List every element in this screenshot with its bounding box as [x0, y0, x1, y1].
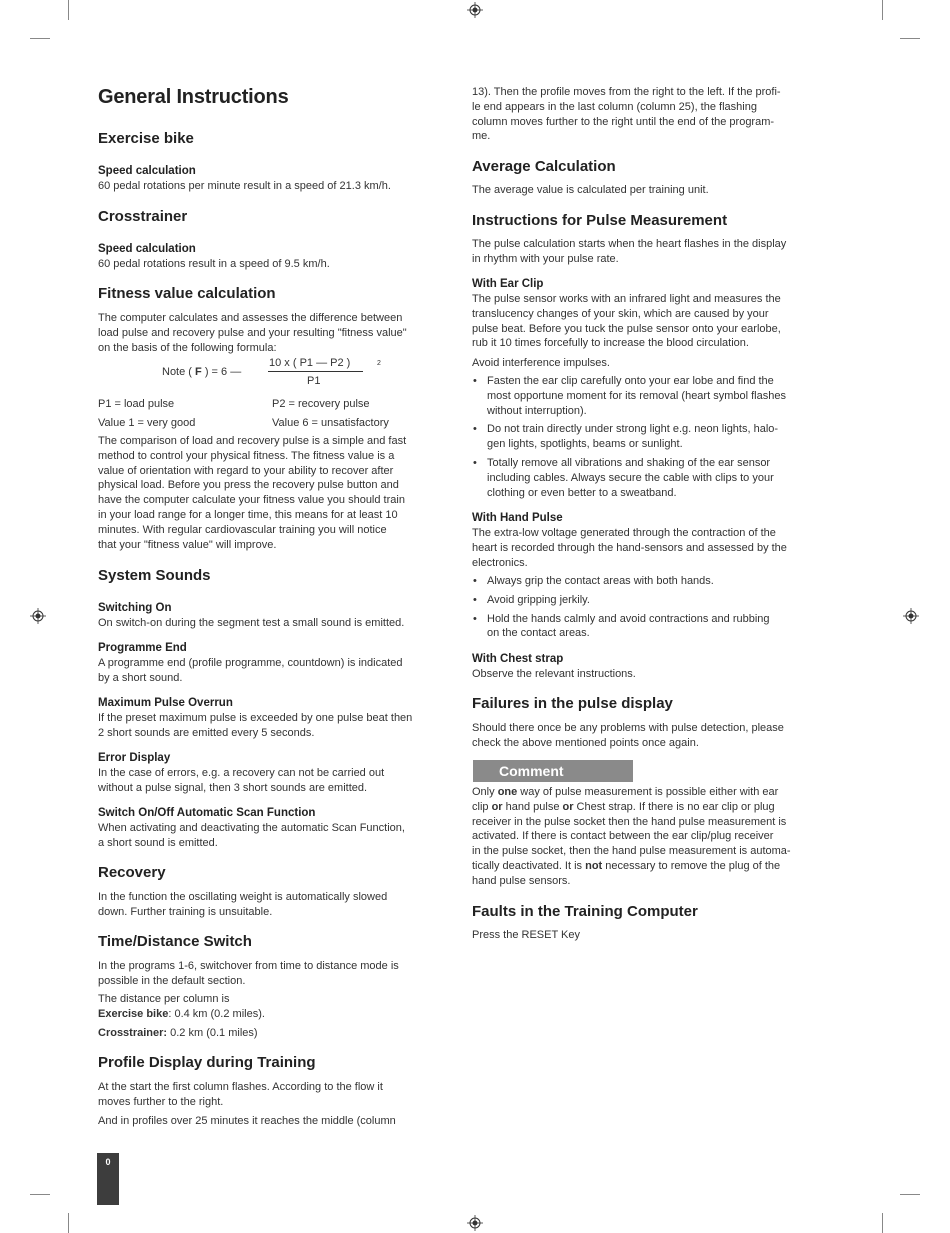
paragraph [472, 721, 832, 751]
heading-fitness-value: Fitness value calculation [98, 285, 276, 302]
heading-faults: Faults in the Training Computer [472, 903, 698, 920]
text-run: way of pulse measurement is possible either with ear [517, 786, 779, 798]
label: Exercise bike [98, 1008, 169, 1020]
emphasis: or [491, 800, 503, 813]
emphasis: not [585, 859, 603, 872]
text-line: including cables. Always secure the cable with clips to your [487, 471, 774, 484]
paragraph: 60 pedal rotations result in a speed of 9.5 km/h. [98, 258, 330, 270]
registration-mark-icon [30, 608, 46, 624]
text-line: • Fasten the ear clip carefully onto your ear lobe and find the [487, 375, 774, 387]
text-line: on the basis of the following formula: [98, 341, 277, 354]
formula-numerator: 10 x ( P1 — P2 ) [269, 357, 351, 369]
text-line: have the computer calculate your fitness value you should train [98, 494, 405, 507]
text-line: A programme end (profile programme, countdown) is indicated [98, 657, 403, 669]
text-line: physical load. Before you press the recovery pulse button and [98, 479, 399, 492]
formula-mid: ) = 6 — [204, 366, 242, 378]
hand-pulse-bullet-list [472, 574, 832, 641]
text-line: in the pulse socket, then the hand pulse measurement is automa- [472, 845, 791, 858]
registration-mark-icon [903, 608, 919, 624]
paragraph: The average value is calculated per training unit. [472, 184, 709, 196]
text-line: The pulse sensor works with an infrared light and measures the [472, 293, 781, 305]
subheading-programme-end: Programme End [98, 642, 187, 654]
text-line: most opportune moment for its removal (heart symbol flashes [487, 389, 786, 402]
text-line [472, 785, 832, 800]
text-line [472, 800, 832, 815]
text-line: load pulse and recovery pulse and your resulting "fitness value" [98, 326, 407, 339]
list-item [472, 574, 832, 589]
crop-mark [900, 1194, 920, 1195]
text-line: In the function the oscillating weight is automatically slowed [98, 891, 388, 903]
emphasis: one [497, 786, 518, 798]
paragraph-continuation [472, 85, 832, 144]
text-line: check the above mentioned points once again. [472, 736, 699, 749]
paragraph [98, 766, 458, 796]
text-line: value of orientation with regard to your ability to recover after [98, 464, 394, 477]
text-line: heart is recorded through the hand-sensors and assessed by the [472, 541, 787, 554]
text-line: At the start the first column flashes. According to the flow it [98, 1081, 383, 1093]
distance-exercise-bike [98, 1007, 265, 1022]
text-line: le end appears in the last column (column 25), the flashing [472, 100, 757, 113]
text-line: If the preset maximum pulse is exceeded by one pulse beat then [98, 712, 413, 724]
text-line: • Hold the hands calmly and avoid contractions and rubbing [487, 612, 770, 625]
text-line: clothing or even better to a sweatband. [487, 486, 677, 499]
fraction-bar [268, 371, 363, 372]
text-line: minutes. With regular cardiovascular training you will notice [98, 523, 387, 536]
list-item [472, 612, 832, 642]
paragraph [98, 890, 458, 920]
text-line: me. [472, 130, 491, 143]
definition-value-6: Value 6 = unsatisfactory [272, 417, 389, 429]
crop-mark [68, 1213, 69, 1233]
text-run: tically deactivated. It is [472, 859, 586, 872]
text-line: on the contact areas. [487, 627, 590, 640]
page-number: 0 [105, 1157, 111, 1167]
text-line: activated. If there is contact between the ear clip/plug receiver [472, 830, 774, 843]
text-line: in rhythm with your pulse rate. [472, 252, 619, 265]
crop-mark [68, 0, 69, 20]
subheading-error-display: Error Display [98, 752, 171, 764]
paragraph: On switch-on during the segment test a small sound is emitted. [98, 617, 405, 629]
paragraph [472, 237, 832, 267]
comment-paragraph [472, 785, 832, 889]
paragraph [472, 292, 832, 351]
subheading-ear-clip: With Ear Clip [472, 278, 544, 290]
heading-time-distance: Time/Distance Switch [98, 933, 252, 950]
paragraph: Observe the relevant instructions. [472, 668, 636, 680]
subheading-scan-function: Switch On/Off Automatic Scan Function [98, 807, 316, 819]
formula-left [162, 365, 241, 380]
text-line: In the case of errors, e.g. a recovery can not be carried out [98, 767, 385, 779]
list-item [472, 456, 832, 500]
text-line: The pulse calculation starts when the heart flashes in the display [472, 238, 787, 250]
definition-value-1: Value 1 = very good [98, 417, 196, 429]
list-item [472, 422, 832, 452]
paragraph: Avoid interference impulses. [472, 357, 610, 369]
crop-mark [882, 0, 883, 20]
heading-system-sounds: System Sounds [98, 567, 211, 584]
text-line: • Totally remove all vibrations and shaking of the ear sensor [487, 456, 771, 469]
formula-prefix: Note ( [162, 366, 192, 378]
crop-mark [30, 1194, 50, 1195]
fitness-comparison [98, 434, 458, 552]
subheading-speed-calculation: Speed calculation [98, 165, 196, 177]
text-line: • Always grip the contact areas with both hands. [487, 575, 714, 587]
text-line: pulse beat. Before you tuck the pulse sensor onto your earlobe, [472, 322, 781, 335]
text-line: moves further to the right. [98, 1095, 224, 1108]
subheading-chest-strap: With Chest strap [472, 653, 564, 665]
heading-profile-display: Profile Display during Training [98, 1054, 316, 1071]
paragraph [472, 526, 832, 570]
text-line: column moves further to the right until the end of the program- [472, 115, 775, 128]
text-line: without interruption). [487, 404, 587, 417]
subheading-switching-on: Switching On [98, 602, 172, 614]
text-line: possible in the default section. [98, 974, 246, 987]
text-run: hand pulse [502, 800, 563, 813]
text-line: The computer calculates and assesses the difference between [98, 312, 403, 324]
paragraph [98, 711, 458, 741]
crop-mark [900, 38, 920, 39]
text-line: 13). Then the profile moves from the right to the left. If the profi- [472, 86, 781, 98]
paragraph [98, 821, 458, 851]
distance-crosstrainer [98, 1026, 258, 1041]
heading-average: Average Calculation [472, 158, 616, 175]
paragraph [98, 959, 458, 989]
text-line: • Do not train directly under strong light e.g. neon lights, halo- [487, 423, 779, 436]
subheading-hand-pulse: With Hand Pulse [472, 512, 563, 524]
text-line: 2 short sounds are emitted every 5 seconds. [98, 726, 315, 739]
list-item [472, 593, 832, 608]
text-line: receiver in the pulse socket then the hand pulse measurement is [472, 815, 787, 828]
registration-mark-icon [467, 2, 483, 18]
text-line: Should there once be any problems with pulse detection, please [472, 722, 784, 734]
heading-recovery: Recovery [98, 864, 166, 881]
text-run: necessary to remove the plug of the [602, 859, 781, 872]
list-item [472, 374, 832, 418]
crop-mark [882, 1213, 883, 1233]
heading-crosstrainer: Crosstrainer [98, 208, 188, 225]
crop-mark [30, 38, 50, 39]
text-line: rub it 10 times forcefully to increase the blood circulation. [472, 337, 749, 350]
text-line: In the programs 1-6, switchover from time to distance mode is [98, 960, 399, 972]
text-line: translucency changes of your skin, which are caused by your [472, 307, 769, 320]
page-title: General Instructions [98, 86, 289, 108]
paragraph [98, 656, 458, 686]
text-run: Chest strap. If there is no ear clip or plug [573, 800, 775, 813]
text-line: • Avoid gripping jerkily. [487, 593, 590, 606]
text-line [472, 859, 832, 874]
text-line: The comparison of load and recovery pulse is a simple and fast [98, 435, 407, 447]
paragraph: The distance per column is [98, 993, 230, 1005]
text-line: hand pulse sensors. [472, 874, 571, 887]
paragraph: And in profiles over 25 minutes it reaches the middle (column [98, 1115, 396, 1127]
comment-label-bar: Comment [473, 760, 633, 782]
emphasis: or [562, 800, 574, 813]
heading-failures: Failures in the pulse display [472, 695, 673, 712]
text-line: method to control your physical fitness. The fitness value is a [98, 449, 395, 462]
paragraph: 60 pedal rotations per minute result in a speed of 21.3 km/h. [98, 180, 391, 192]
subheading-speed-calculation: Speed calculation [98, 243, 196, 255]
page-number-tab [97, 1153, 119, 1205]
formula-f: F [195, 366, 202, 378]
definition-p2: P2 = recovery pulse [272, 398, 370, 410]
heading-pulse-measurement: Instructions for Pulse Measurement [472, 212, 728, 229]
text-run: clip [472, 800, 492, 813]
fitness-intro [98, 311, 458, 355]
subheading-maximum-pulse: Maximum Pulse Overrun [98, 697, 233, 709]
text-line: without a pulse signal, then 3 short sounds are emitted. [98, 781, 368, 794]
formula-denominator: P1 [307, 375, 321, 387]
text-run: Only [472, 786, 498, 798]
text-line: The extra-low voltage generated through the contraction of the [472, 527, 776, 539]
registration-mark-icon [467, 1215, 483, 1231]
text-line: When activating and deactivating the automatic Scan Function, [98, 822, 405, 834]
definition-p1: P1 = load pulse [98, 398, 175, 410]
text-line: in your load range for a longer time, this means for at least 10 [98, 508, 398, 521]
heading-exercise-bike: Exercise bike [98, 130, 194, 147]
paragraph: Press the RESET Key [472, 929, 581, 941]
label: Crosstrainer: [98, 1027, 168, 1039]
text-line: down. Further training is unsuitable. [98, 905, 273, 918]
ear-clip-bullet-list [472, 374, 832, 500]
text-line: by a short sound. [98, 671, 183, 684]
text-line: that your "fitness value" will improve. [98, 538, 277, 551]
text-line: gen lights, spotlights, beams or sunlight. [487, 438, 683, 451]
value: : 0.4 km (0.2 miles). [168, 1008, 265, 1020]
paragraph [98, 1080, 458, 1110]
text-line: a short sound is emitted. [98, 836, 218, 849]
text-line: electronics. [472, 556, 528, 569]
value: 0.2 km (0.1 miles) [167, 1027, 258, 1039]
formula-exponent: 2 [377, 360, 381, 367]
